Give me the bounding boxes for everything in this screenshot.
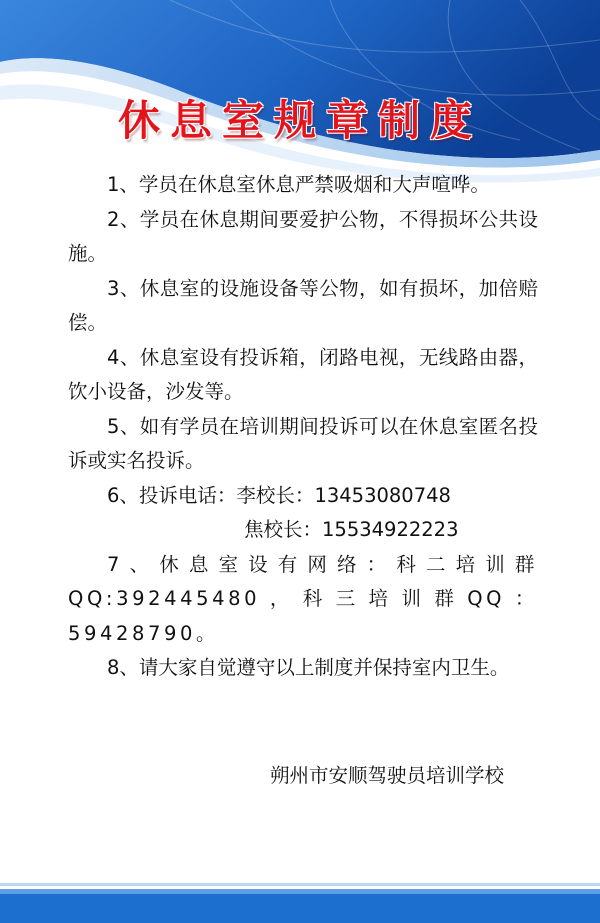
rule-item: 8、请大家自觉遵守以上制度并保持室内卫生。 <box>107 656 510 679</box>
contact-name: 李校长： <box>236 483 315 507</box>
page-title: 休息室规章制度 <box>117 96 482 145</box>
rule-item: 1、学员在休息室休息严禁吸烟和大声喧哗。 <box>107 173 490 196</box>
footer-band <box>0 883 600 923</box>
complaint-phone-label: 6、投诉电话： <box>107 483 237 507</box>
rule-item: 4、休息室设有投诉箱，闭路电视，无线路由器，饮小设备，沙发等。 <box>68 345 538 403</box>
contact-name: 焦校长： <box>244 518 323 541</box>
rule-item: 7、休息室设有网络：科二培训群QQ:392445480，科三培训群QQ：59428790。 <box>68 552 538 645</box>
rule-item: 5、如有学员在培训期间投诉可以在休息室匿名投诉或实名投诉。 <box>68 414 538 472</box>
contact-phone: 13453080748 <box>314 483 451 507</box>
complaint-phone-line <box>68 479 538 514</box>
rules-list <box>68 168 538 686</box>
school-name: 朔州市安顺驾驶员培训学校 <box>270 764 505 787</box>
rule-item: 3、休息室的设施设备等公物，如有损坏，加倍赔偿。 <box>68 276 538 334</box>
rule-item: 2、学员在休息期间要爱护公物，不得损坏公共设施。 <box>68 207 538 265</box>
contact-phone: 15534922223 <box>322 518 459 541</box>
complaint-phone-line <box>68 513 538 548</box>
